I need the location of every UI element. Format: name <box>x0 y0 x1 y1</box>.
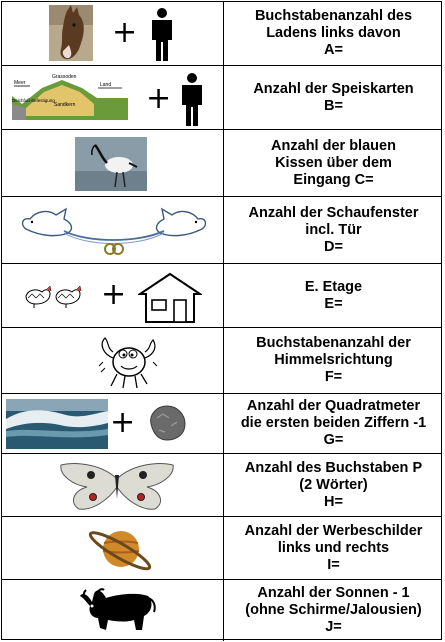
table-row-f <box>2 328 441 394</box>
clue-line: Ladens links davon <box>266 25 401 41</box>
plus-sign: + <box>112 15 138 50</box>
clue-line: Buchstabenanzahl der <box>256 335 411 351</box>
picture-cell-b <box>2 66 224 129</box>
picture-cell-g <box>2 394 224 453</box>
ibis-photo-icon <box>75 137 147 191</box>
clue-line: Anzahl der Speiskarten <box>253 80 414 97</box>
diagram-label-deichfuss: Deichfuß-befestigung <box>12 98 55 103</box>
clue-line: Buchstabenanzahl des <box>254 8 413 24</box>
clue-text-f <box>224 328 443 393</box>
clue-line: Anzahl der Quadratmeter <box>246 398 421 414</box>
plus-sign: + <box>146 81 172 116</box>
landscape-diagram-icon <box>12 74 128 124</box>
clue-text-i <box>224 517 443 579</box>
clue-line: Anzahl der Werbeschilder <box>244 522 423 539</box>
picture-cell-d <box>2 197 224 263</box>
hens-icon <box>24 284 82 308</box>
picture-cell-f <box>2 328 224 393</box>
table-row-g <box>2 394 441 454</box>
picture-cell-j <box>2 580 224 641</box>
answer-label: D= <box>324 238 343 255</box>
plus-sign: + <box>101 277 127 312</box>
clue-line: links und rechts <box>277 539 390 556</box>
picture-cell-i <box>2 517 224 579</box>
table-row-i <box>2 517 441 580</box>
clue-text-c <box>224 130 443 196</box>
answer-label: J= <box>325 619 342 635</box>
clue-line: (2 Wörter) <box>299 476 368 493</box>
table-row-e <box>2 264 441 328</box>
riddle-table <box>1 1 442 640</box>
picture-cell-a <box>2 2 224 65</box>
table-row-b <box>2 66 441 130</box>
table-row-c <box>2 130 441 197</box>
diagram-label-meer: Meer <box>14 80 26 86</box>
butterfly-photo-icon <box>57 459 177 513</box>
clue-line: Anzahl der blauen <box>271 137 396 154</box>
person-icon <box>179 73 205 127</box>
plus-sign: + <box>110 405 136 440</box>
diagram-label-land: Land <box>100 82 112 88</box>
answer-label: I= <box>327 556 340 573</box>
answer-label: H= <box>324 493 343 510</box>
doves-rings-icon <box>18 203 210 261</box>
clue-text-b <box>224 66 443 129</box>
table-row-h <box>2 454 441 517</box>
person-icon <box>149 8 175 62</box>
clue-text-a <box>224 2 443 65</box>
answer-label: A= <box>324 42 343 58</box>
clue-line: Kissen über dem <box>275 154 392 171</box>
table-row-j <box>2 580 441 641</box>
clue-line: Anzahl der Sonnen - 1 <box>257 585 410 601</box>
clue-line: Anzahl des Buchstaben P <box>244 459 423 476</box>
saturn-icon <box>86 521 156 577</box>
clue-text-h <box>224 454 443 516</box>
stone-photo-icon <box>147 402 187 442</box>
clue-text-j <box>224 580 443 641</box>
clue-line: incl. Tür <box>305 221 362 238</box>
answer-label: F= <box>324 369 343 385</box>
clue-text-e <box>224 264 443 327</box>
table-row-d <box>2 197 441 264</box>
picture-cell-h <box>2 454 224 516</box>
picture-cell-c <box>2 130 224 196</box>
clue-line: E. Etage <box>304 278 363 295</box>
house-icon <box>138 272 202 324</box>
diagram-label-sandkern: Sandkern <box>54 102 76 108</box>
table-row-a <box>2 2 441 66</box>
answer-label: E= <box>324 295 343 312</box>
wave-photo-icon <box>6 399 108 449</box>
crab-cartoon-icon <box>95 332 161 390</box>
clue-line: die ersten beiden Ziffern -1 <box>240 415 427 431</box>
picture-cell-e <box>2 264 224 327</box>
diagram-label-grassoden: Grassoden <box>52 74 77 80</box>
answer-label: G= <box>323 432 344 448</box>
clue-line: (ohne Schirme/Jalousien) <box>245 602 422 618</box>
horse-photo-icon <box>49 5 93 61</box>
answer-label: B= <box>324 97 343 114</box>
clue-line: Himmelsrichtung <box>274 352 393 368</box>
bull-icon <box>78 584 158 636</box>
answer-label: Eingang C= <box>293 171 374 188</box>
clue-text-g <box>224 394 443 453</box>
clue-line: Anzahl der Schaufenster <box>248 204 419 221</box>
clue-text-d <box>224 197 443 263</box>
